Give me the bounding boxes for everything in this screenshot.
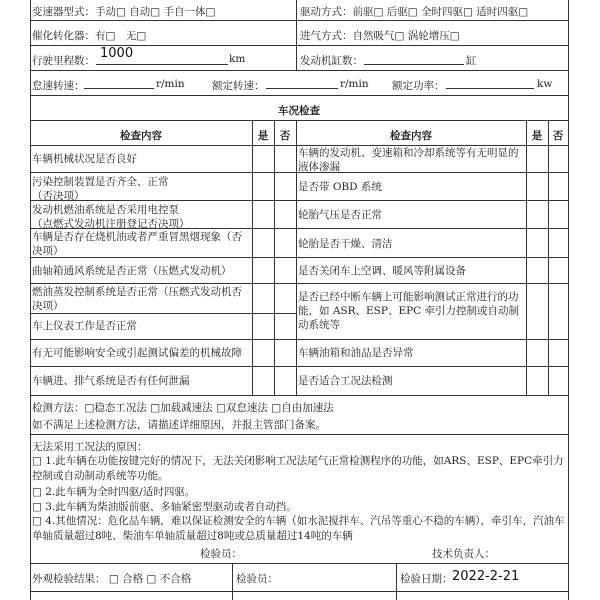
- reason-4[interactable]: □ 4.其他情况：危化品车辆，难以保证检测安全的车辆（如水泥搅拌车、汽吊等重心不稳的车辆），牵引车，汽油车单轴质量超过8吨、柴油车单轴质量超过8吨或总质量超过14吨的车辆: [32, 515, 565, 542]
- catalytic-converter: 催化转化器：有□ 无□: [32, 30, 147, 42]
- cylinders-unit: 缸: [466, 55, 477, 67]
- idle-speed-unit: r/min: [156, 78, 185, 90]
- mileage-value[interactable]: 1000: [100, 46, 134, 61]
- mileage-label: 行驶里程数：: [32, 55, 95, 67]
- check-item-instruments: 车上仪表工作是否正常: [32, 320, 137, 332]
- right-yes-column[interactable]: [527, 146, 548, 395]
- right-no-column[interactable]: [549, 146, 568, 395]
- idle-speed-field[interactable]: [84, 88, 154, 89]
- left-no-column[interactable]: [275, 146, 296, 395]
- reasons-inspector-label: 检验员：: [200, 548, 242, 560]
- left-yes-column[interactable]: [253, 146, 274, 395]
- check-item-crankcase: 曲轴箱通风系统是否正常（压燃式发动机）: [32, 265, 232, 277]
- right-no-header: 否: [552, 130, 564, 142]
- inspection-date-label: 检验日期：: [400, 573, 453, 585]
- footer-inspector-label: 检验员：: [236, 573, 278, 585]
- appearance-result[interactable]: 外观检验结果： □ 合格 □ 不合格: [32, 573, 192, 585]
- check-item-fuel-pump: 发动机燃油系统是否采用电控泵 （点燃式发动机注册登记否决项）: [32, 204, 190, 230]
- right-content-header: 检查内容: [390, 130, 432, 142]
- check-item-obd: 是否带 OBD 系统: [298, 181, 382, 193]
- check-item-fluid-leak: 车辆的发动机、变速箱和冷却系统等有无明显的液体渗漏: [298, 147, 519, 173]
- rated-power-unit: kw: [537, 78, 553, 90]
- check-item-accessories: 是否关闭车上空调、暖风等附属设备: [298, 265, 466, 277]
- idle-speed-label: 怠速转速：: [32, 80, 85, 92]
- rated-power-field[interactable]: [446, 88, 534, 89]
- check-item-tire-pressure: 轮胎气压是否正常: [298, 209, 382, 221]
- transmission-type: 变速器型式：手动□ 自动□ 手自一体□: [32, 6, 216, 18]
- check-item-mechanical-fault: 有无可能影响安全或引起测试偏差的机械故障: [32, 347, 242, 359]
- test-method-note: 如不满足上述检测方法，请描述详细原因，并报主管部门备案。: [32, 419, 326, 431]
- reason-1[interactable]: □ 1.此车辆在功能按键完好的情况下，无法关闭影响工况法尾气正常检测程序的功能，如ARS、ESP、EPC牵引力控制或自动制动系统等功能。: [32, 455, 564, 482]
- rated-speed-field[interactable]: [266, 88, 338, 89]
- rated-power-label: 额定功率：: [392, 80, 445, 92]
- reason-2[interactable]: □ 2.此车辆为全时四驱/适时四驱。: [32, 486, 196, 498]
- right-yes-header: 是: [531, 130, 543, 142]
- reasons-title: 无法采用工况法的原因：: [32, 441, 148, 453]
- mileage-unit: km: [229, 53, 246, 65]
- drive-type: 驱动方式：前驱□ 后驱□ 全时四驱□ 适时四驱□: [300, 6, 529, 18]
- inspection-title: 车况检查: [278, 105, 320, 117]
- left-no-header: 否: [279, 130, 291, 142]
- check-item-mechanical: 车辆机械状况是否良好: [32, 153, 137, 165]
- inspection-date-value[interactable]: 2022-2-21: [452, 569, 520, 584]
- check-item-suitable-method: 是否适合工况法检测: [298, 375, 393, 387]
- rated-speed-label: 额定转速：: [212, 80, 265, 92]
- left-content-header: 检查内容: [120, 130, 162, 142]
- check-item-traction-control: 是否已经中断车辆上可能影响测试正常进行的功能，如 ASR、ESP、EPC 牵引力控制或自动制动系统等: [298, 291, 520, 331]
- reason-3[interactable]: □ 3.此车辆为柴油版前驱、多轴紧密型驱动或者自动挡。: [32, 501, 297, 513]
- cylinders-field[interactable]: [364, 64, 464, 65]
- check-item-pollution-control: 污染控制装置是否齐全、正常 （否决项）: [32, 176, 169, 202]
- intake-type: 进气方式：自然吸气□ 涡轮增压□: [300, 30, 460, 42]
- cylinders-label: 发动机缸数：: [300, 55, 363, 67]
- check-item-evaporation: 燃油蒸发控制系统是否正常（压燃式发动机否决项）: [32, 286, 242, 312]
- test-method[interactable]: 检测方法：□稳态工况法 □加载减速法 □双怠速法 □自由加速法: [32, 402, 334, 414]
- check-item-tire-clean: 轮胎是否干燥、清洁: [298, 238, 393, 250]
- check-item-leaks: 车辆进、排气系统是否有任何泄漏: [32, 375, 190, 387]
- rated-speed-unit: r/min: [340, 78, 369, 90]
- tech-lead-label: 技术负责人：: [432, 548, 495, 560]
- left-yes-header: 是: [257, 130, 269, 142]
- check-item-fuel-tank: 车辆油箱和油品是否异常: [298, 347, 414, 359]
- check-item-oil-smoke: 车辆是否存在烧机油或者严重冒黑烟现象（否决项）: [32, 231, 242, 257]
